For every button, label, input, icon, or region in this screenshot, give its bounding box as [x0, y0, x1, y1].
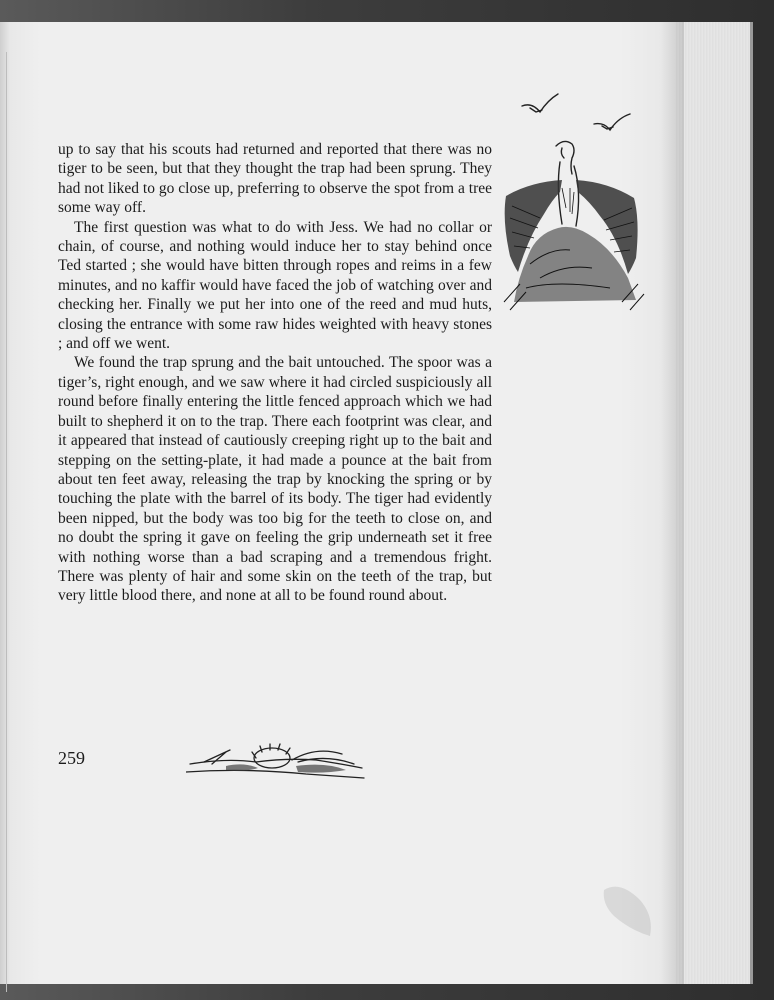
paragraph: The first question was what to do with Jess. We had no collar or chain, of course, and nothing would induce her to stay behind once Ted started ; she would have bitten through ropes and reims in a few minutes, and no kaffir would have faced the job of watching over and checking her. Finally we put her into one of the reed and mud huts, closing the entrance with some raw hides weighted with heavy stones ; and off we went. — [58, 218, 492, 353]
page-smudge — [600, 880, 660, 940]
page-edges — [676, 22, 753, 984]
page-number: 259 — [58, 748, 85, 768]
paragraph: We found the trap sprung and the bait untouched. The spoor was a tiger’s, right enough, and we saw where it had circled suspiciously all round before finally entering the little fenced approach which we had built to shepherd it on to the trap. There each footprint was clear, and it appeared that instead of cautiously creeping right up to the bait and stepping on the setting-plate, it had made a pounce at the bait from about ten feet away, releasing the trap by knocking the spring or by touching the plate with the barrel of its body. The tiger had evidently been nipped, but the body was too big for the teeth to close on, and no doubt the spring it gave on feeling the grip underneath set it free with nothing worse than a bad scraping and a tremendous fright. There was plenty of hair and some skin on the teeth of the trap, but very little blood there, and none at all to be found round about. — [58, 354, 492, 605]
trap-illustration — [186, 732, 366, 790]
text-block — [58, 140, 492, 606]
page-shadow — [660, 22, 684, 984]
paragraph: up to say that his scouts had returned and reported that there was no tiger to be seen, but that they thought the trap had been sprung. They had not liked to go close up, preferring to observe the spot from a tree some way off. — [58, 141, 492, 217]
vulture-illustration — [500, 88, 648, 328]
gutter-line — [6, 52, 7, 992]
